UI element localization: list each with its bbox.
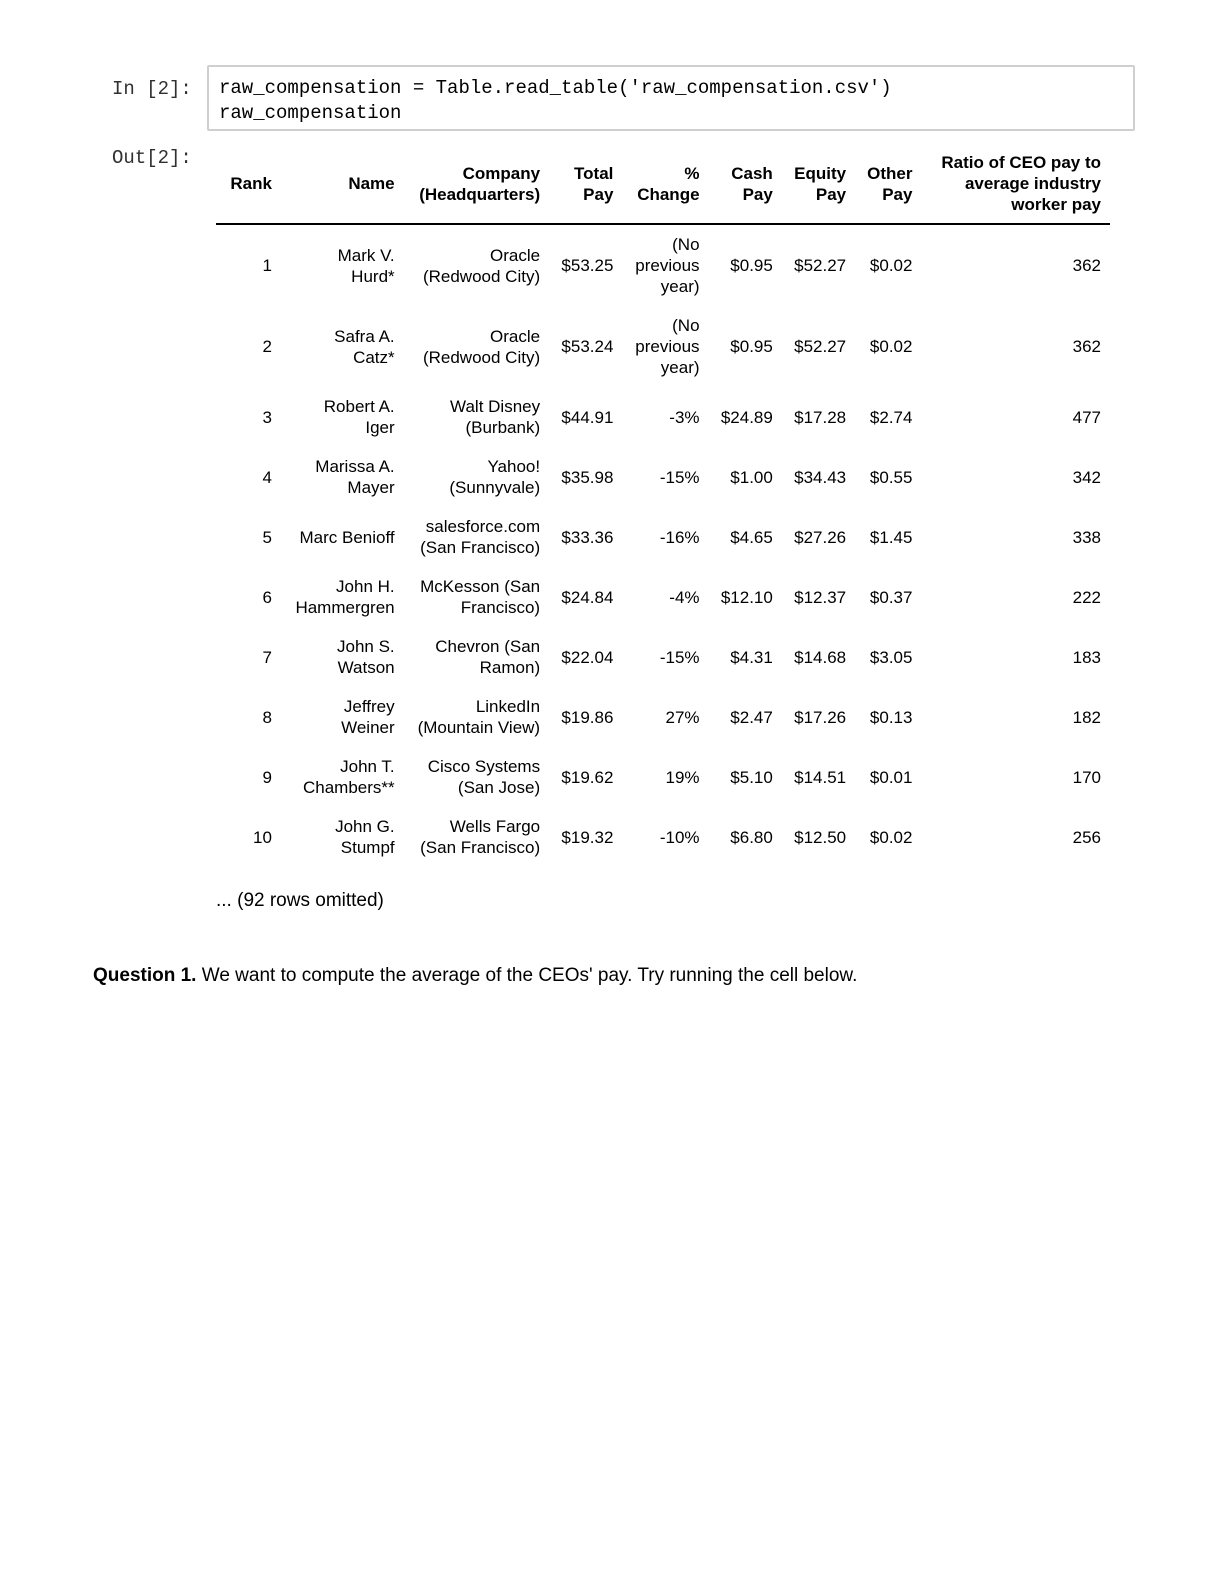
cell-other-pay: $0.01 xyxy=(869,767,913,787)
cell-name: John S. Watson xyxy=(336,637,395,677)
cell-total-pay: $19.86 xyxy=(561,707,614,727)
table-row xyxy=(216,807,1110,867)
cell-total-pay: $24.84 xyxy=(561,587,614,607)
cell-percent-change: -4% xyxy=(669,587,700,607)
table-row xyxy=(216,747,1110,807)
cell-pay-ratio: 362 xyxy=(1072,337,1101,356)
cell-cash-pay: $0.95 xyxy=(730,256,773,275)
cell-equity-pay: $34.43 xyxy=(794,467,847,487)
table-row xyxy=(216,567,1110,627)
cell-name: John H. Hammergren xyxy=(295,577,395,617)
cell-rank: 9 xyxy=(262,767,272,787)
cell-company: Oracle (Redwood City) xyxy=(422,326,541,367)
cell-pay-ratio: 256 xyxy=(1072,827,1101,847)
cell-rank: 8 xyxy=(262,707,272,727)
output-table xyxy=(216,150,1110,867)
table-row xyxy=(216,627,1110,687)
cell-equity-pay: $17.28 xyxy=(794,407,847,427)
cell-percent-change: (No previous year) xyxy=(635,235,700,296)
cell-name: John G. Stumpf xyxy=(335,817,395,857)
cell-rank: 6 xyxy=(262,587,272,607)
column-header-other-pay: Other Pay xyxy=(855,150,921,224)
cell-other-pay: $0.02 xyxy=(869,256,913,275)
cell-cash-pay: $4.31 xyxy=(730,647,773,667)
cell-cash-pay: $4.65 xyxy=(730,527,773,547)
cell-total-pay: $33.36 xyxy=(561,527,614,547)
cell-percent-change: -15% xyxy=(659,647,700,667)
column-header-name: Name xyxy=(281,150,404,224)
cell-pay-ratio: 182 xyxy=(1072,707,1101,727)
column-header-percent-change: % Change xyxy=(622,150,708,224)
cell-pay-ratio: 183 xyxy=(1072,647,1101,667)
column-header-equity-pay: Equity Pay xyxy=(782,150,855,224)
cell-rank: 7 xyxy=(262,647,272,667)
cell-equity-pay: $12.37 xyxy=(794,587,847,607)
cell-cash-pay: $1.00 xyxy=(730,467,773,487)
cell-percent-change: -3% xyxy=(669,407,700,427)
cell-equity-pay: $14.51 xyxy=(794,767,847,787)
question-body: We want to compute the average of the CEOs' pay. Try running the cell below. xyxy=(196,965,858,986)
cell-name: Mark V. Hurd* xyxy=(337,245,395,286)
cell-pay-ratio: 170 xyxy=(1072,767,1101,787)
cell-name: Jeffrey Weiner xyxy=(341,697,395,737)
cell-total-pay: $19.62 xyxy=(561,767,614,787)
cell-rank: 5 xyxy=(262,527,272,547)
cell-total-pay: $53.24 xyxy=(561,337,614,356)
cell-cash-pay: $12.10 xyxy=(720,587,773,607)
cell-name: Safra A. Catz* xyxy=(334,326,395,367)
cell-other-pay: $3.05 xyxy=(869,647,913,667)
cell-company: Yahoo! (Sunnyvale) xyxy=(449,457,541,497)
cell-percent-change: 19% xyxy=(665,767,700,787)
cell-other-pay: $0.02 xyxy=(869,827,913,847)
cell-cash-pay: $2.47 xyxy=(730,707,773,727)
cell-rank: 3 xyxy=(262,407,272,427)
input-prompt: In [2]: xyxy=(112,78,192,100)
cell-equity-pay: $17.26 xyxy=(794,707,847,727)
cell-company: Oracle (Redwood City) xyxy=(422,245,541,286)
output-prompt: Out[2]: xyxy=(112,147,192,169)
table-row xyxy=(216,306,1110,387)
cell-company: Chevron (San Ramon) xyxy=(435,637,541,677)
table-row xyxy=(216,687,1110,747)
cell-pay-ratio: 222 xyxy=(1072,587,1101,607)
cell-name: Robert A. Iger xyxy=(323,397,395,437)
question-text xyxy=(93,965,857,987)
cell-other-pay: $1.45 xyxy=(869,527,913,547)
table-header-row xyxy=(216,150,1110,224)
cell-rank: 2 xyxy=(262,337,272,356)
cell-pay-ratio: 477 xyxy=(1072,407,1101,427)
cell-rank: 1 xyxy=(262,256,272,275)
cell-total-pay: $44.91 xyxy=(561,407,614,427)
cell-cash-pay: $24.89 xyxy=(720,407,773,427)
cell-name: Marissa A. Mayer xyxy=(315,457,395,497)
cell-equity-pay: $52.27 xyxy=(794,256,847,275)
table-row xyxy=(216,447,1110,507)
cell-company: Walt Disney (Burbank) xyxy=(450,397,541,437)
cell-pay-ratio: 338 xyxy=(1072,527,1101,547)
cell-other-pay: $2.74 xyxy=(869,407,913,427)
code-line: raw_compensation = Table.read_table('raw_compensation.csv') xyxy=(219,77,892,99)
cell-other-pay: $0.55 xyxy=(869,467,913,487)
code-line: raw_compensation xyxy=(219,102,402,124)
cell-company: LinkedIn (Mountain View) xyxy=(417,697,541,737)
cell-pay-ratio: 342 xyxy=(1072,467,1101,487)
cell-equity-pay: $12.50 xyxy=(794,827,847,847)
cell-percent-change: -15% xyxy=(659,467,700,487)
column-header-company: Company (Headquarters) xyxy=(404,150,549,224)
cell-total-pay: $53.25 xyxy=(561,256,614,275)
cell-cash-pay: $6.80 xyxy=(730,827,773,847)
rows-omitted-note: ... (92 rows omitted) xyxy=(216,890,384,911)
cell-rank: 10 xyxy=(253,827,272,847)
cell-company: Cisco Systems (San Jose) xyxy=(427,757,541,797)
cell-pay-ratio: 362 xyxy=(1072,256,1101,275)
cell-percent-change: 27% xyxy=(665,707,700,727)
cell-cash-pay: $0.95 xyxy=(730,337,773,356)
question-label: Question 1. xyxy=(93,965,197,986)
cell-name: John T. Chambers** xyxy=(302,757,395,797)
cell-total-pay: $35.98 xyxy=(561,467,614,487)
column-header-rank: Rank xyxy=(216,150,281,224)
cell-percent-change: (No previous year) xyxy=(635,316,700,377)
cell-total-pay: $19.32 xyxy=(561,827,614,847)
cell-percent-change: -10% xyxy=(659,827,700,847)
cell-percent-change: -16% xyxy=(659,527,700,547)
cell-equity-pay: $14.68 xyxy=(794,647,847,667)
cell-company: McKesson (San Francisco) xyxy=(420,577,541,617)
table-row xyxy=(216,507,1110,567)
cell-equity-pay: $27.26 xyxy=(794,527,847,547)
code-cell[interactable] xyxy=(207,65,1135,131)
cell-cash-pay: $5.10 xyxy=(730,767,773,787)
cell-other-pay: $0.37 xyxy=(869,587,913,607)
cell-other-pay: $0.02 xyxy=(869,337,913,356)
column-header-cash-pay: Cash Pay xyxy=(709,150,782,224)
column-header-pay-ratio: Ratio of CEO pay to average industry worker pay xyxy=(921,150,1110,224)
cell-company: Wells Fargo (San Francisco) xyxy=(420,817,541,857)
cell-total-pay: $22.04 xyxy=(561,647,614,667)
cell-equity-pay: $52.27 xyxy=(794,337,847,356)
cell-name: Marc Benioff xyxy=(299,527,395,547)
cell-rank: 4 xyxy=(262,467,272,487)
column-header-total-pay: Total Pay xyxy=(549,150,622,224)
table-row xyxy=(216,387,1110,447)
cell-other-pay: $0.13 xyxy=(869,707,913,727)
cell-company: salesforce.com (San Francisco) xyxy=(420,517,541,557)
table-row xyxy=(216,224,1110,306)
